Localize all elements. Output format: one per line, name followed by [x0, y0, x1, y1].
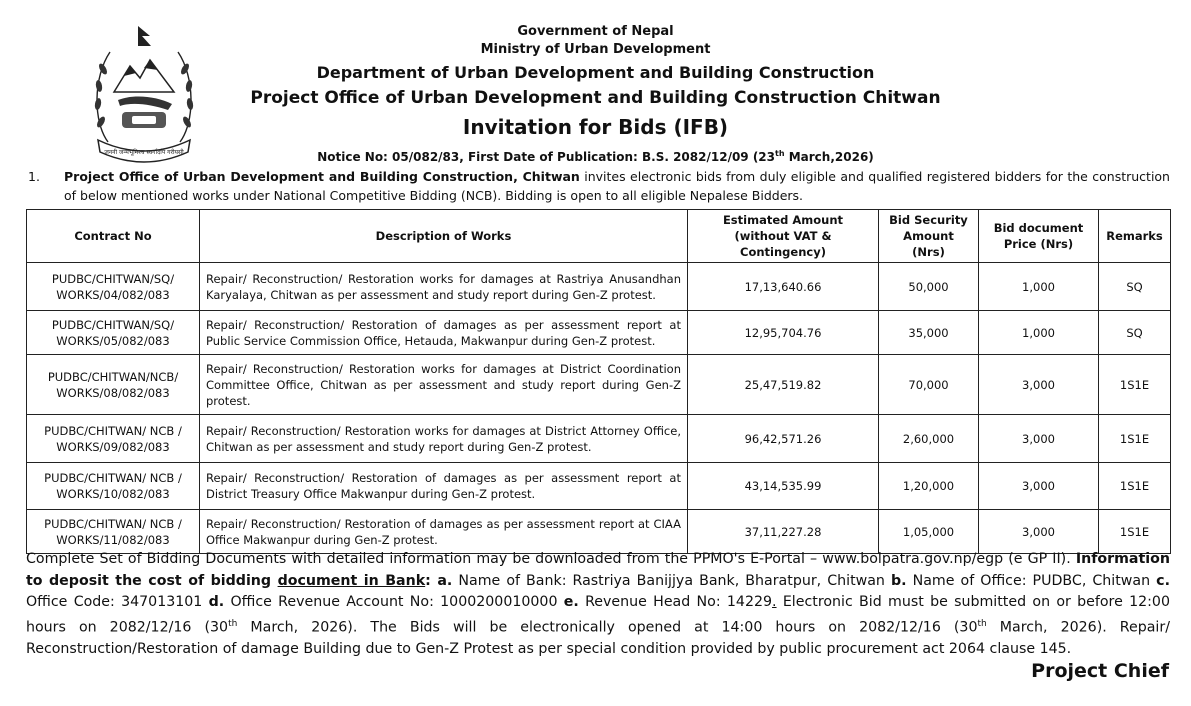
estimate-cell: 12,95,704.76 [688, 311, 879, 355]
bank-name: Name of Bank: Rastriya Banijjya Bank, Bharatpur, Chitwan [452, 572, 891, 589]
project-office-line: Project Office of Urban Development and Building Construction Chitwan [250, 88, 941, 108]
bank-info-colon: : a. [425, 572, 453, 589]
estimate-cell: 96,42,571.26 [688, 415, 879, 463]
table-row [27, 463, 1171, 510]
estimate-cell: 17,13,640.66 [688, 263, 879, 311]
description-cell: Repair/ Reconstruction/ Restoration works for damages at District Coordination Committee Office, Chitwan as per assessment and study report during Gen-Z protest. [200, 355, 688, 415]
label-d: d. [208, 594, 225, 610]
header-estimate: Estimated Amount (without VAT & Contingency) [688, 210, 879, 263]
bank-info-label: Information to deposit the cost of bidding [26, 551, 1170, 589]
office-code: Office Code: 347013101 [26, 594, 209, 610]
table-row [27, 311, 1171, 355]
estimate-cell: 25,47,519.82 [688, 355, 879, 415]
contract-no-cell: PUDBC/CHITWAN/SQ/ WORKS/04/082/083 [27, 263, 200, 311]
security-cell: 70,000 [879, 355, 979, 415]
description-cell: Repair/ Reconstruction/ Restoration works for damages at District Attorney Office, Chitwan as per assessment and study report during Gen-Z protest. [200, 415, 688, 463]
notice-line [0, 149, 1191, 164]
remarks-cell: 1S1E [1099, 415, 1171, 463]
remarks-cell: 1S1E [1099, 463, 1171, 510]
estimate-cell: 37,11,227.28 [688, 510, 879, 554]
sup-2: th [977, 618, 987, 629]
header-doc-price: Bid document Price (Nrs) [979, 210, 1099, 263]
label-e: e. [563, 594, 579, 610]
description-cell: Repair/ Reconstruction/ Restoration of damages as per assessment report at District Treasury Office Makwanpur during Gen-Z protest. [200, 463, 688, 510]
signature: Project Chief [1031, 660, 1169, 682]
table-header-row [27, 210, 1171, 263]
contract-no-cell: PUDBC/CHITWAN/ NCB / WORKS/09/082/083 [27, 415, 200, 463]
price-cell: 3,000 [979, 415, 1099, 463]
header-description: Description of Works [200, 210, 688, 263]
description-cell: Repair/ Reconstruction/ Restoration of damages as per assessment report at Public Service Commission Office, Hetauda, Makwanpur during Gen-Z protest. [200, 311, 688, 355]
description-cell: Repair/ Reconstruction/ Restoration of damages as per assessment report at CIAA Office Makwanpur during Gen-Z protest. [200, 510, 688, 554]
security-cell: 1,20,000 [879, 463, 979, 510]
intro-number: 1. [28, 169, 40, 184]
remarks-cell: 1S1E [1099, 355, 1171, 415]
label-b: b. [891, 572, 907, 589]
contract-no-cell: PUDBC/CHITWAN/ NCB / WORKS/10/082/083 [27, 463, 200, 510]
price-cell: 3,000 [979, 355, 1099, 415]
intro-bold: Project Office of Urban Development and Building Construction, Chitwan [64, 169, 580, 184]
price-cell: 3,000 [979, 463, 1099, 510]
security-cell: 35,000 [879, 311, 979, 355]
security-cell: 50,000 [879, 263, 979, 311]
price-cell: 1,000 [979, 311, 1099, 355]
price-cell: 3,000 [979, 510, 1099, 554]
download-info: Complete Set of Bidding Documents with detailed information may be downloaded from the PPMO's E-Portal – www.bolpatra.gov.np/egp (e GP II). [26, 551, 1071, 567]
header-remarks: Remarks [1099, 210, 1171, 263]
intro-paragraph [28, 167, 1170, 205]
estimate-cell: 43,14,535.99 [688, 463, 879, 510]
emblem-motto: जननी जन्मभूमिश्च स्वर्गादपि गरीयसी [104, 149, 184, 156]
bank-info-underlined: document in Bank [277, 572, 426, 589]
sup-1: th [228, 618, 238, 629]
security-cell: 1,05,000 [879, 510, 979, 554]
label-c: c. [1156, 572, 1170, 589]
notice-suffix: March,2026) [784, 150, 874, 164]
description-cell: Repair/ Reconstruction/ Restoration works for damages at Rastriya Anusandhan Karyalaya, Chitwan as per assessment and study report during Gen-Z protest. [200, 263, 688, 311]
footer-paragraph [26, 549, 1170, 660]
contract-no-cell: PUDBC/CHITWAN/NCB/ WORKS/08/082/083 [27, 355, 200, 415]
table-row [27, 263, 1171, 311]
government-line: Government of Nepal [517, 24, 674, 39]
table-row [27, 415, 1171, 463]
works-table [26, 209, 1171, 554]
remarks-cell: 1S1E [1099, 510, 1171, 554]
document-title: Invitation for Bids (IFB) [462, 115, 729, 139]
notice-prefix: Notice No: 05/082/83, First Date of Publication: B.S. 2082/12/09 (23 [317, 150, 776, 164]
intro-rest: invites electronic bids from duly eligible and qualified registered bidders for the construction of below mentioned works under National Competitive Bidding (NCB). Bidding is open to all eligible Nepalese Bidders. [64, 169, 1170, 203]
opening-time: March, 2026). The Bids will be electronically opened at 14:00 hours on 2082/12/16 (30 [237, 619, 978, 636]
remarks-cell: SQ [1099, 311, 1171, 355]
contract-no-cell: PUDBC/CHITWAN/SQ/ WORKS/05/082/083 [27, 311, 200, 355]
office-name: Name of Office: PUDBC, Chitwan [906, 572, 1157, 589]
contract-no-cell: PUDBC/CHITWAN/ NCB / WORKS/11/082/083 [27, 510, 200, 554]
notice-sup: th [775, 149, 785, 158]
submission-deadline: Electronic Bid must be submitted on or before 12:00 hours on 2082/12/16 (30 [26, 594, 1170, 636]
table-row [27, 355, 1171, 415]
table-row [27, 510, 1171, 554]
revenue-account: Office Revenue Account No: 1000200010000 [224, 594, 564, 610]
header-bid-security: Bid Security Amount (Nrs) [879, 210, 979, 263]
remarks-cell: SQ [1099, 263, 1171, 311]
revenue-head-dot: . [772, 594, 777, 610]
department-line: Department of Urban Development and Building Construction [316, 63, 875, 82]
price-cell: 1,000 [979, 263, 1099, 311]
ministry-line: Ministry of Urban Development [480, 42, 711, 57]
special-condition: March, 2026). Repair/ Reconstruction/Restoration of damage Building due to Gen-Z Protest as per special condition provided by public procurement act 2064 clause 145. [26, 619, 1170, 657]
header-contract-no: Contract No [27, 210, 200, 263]
revenue-head: Revenue Head No: 14229 [578, 594, 773, 610]
security-cell: 2,60,000 [879, 415, 979, 463]
